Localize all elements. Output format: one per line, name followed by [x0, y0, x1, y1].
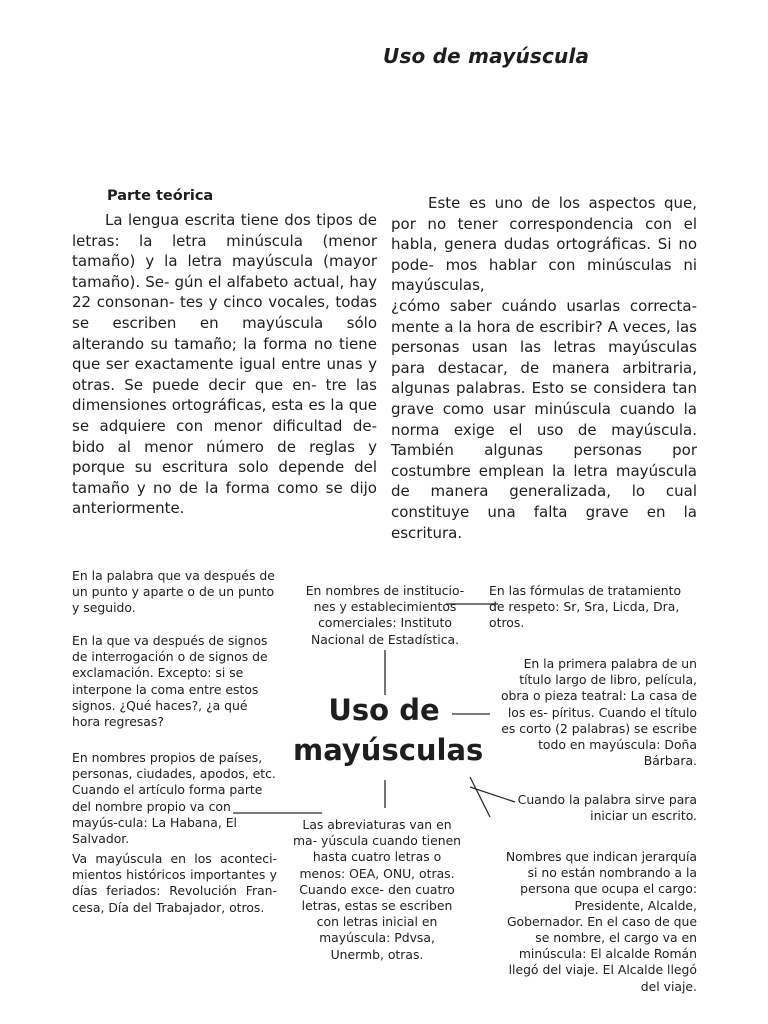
right-column-paragraph-2: ¿cómo saber cuándo usarlas correcta- mente a la hora de escribir? A veces, las personas usan las letras mayúsculas para destacar, de manera arbitraria, algunas palabras. Esto se considera tan grave como usar minúscula cuando la norma exige el uso de mayúscula. También algunas personas por costumbre emplean la letra mayúscula de manera generalizada, lo cual constituye una falta grave en la escritura.: [391, 296, 697, 542]
map-left-item-3-text: En nombres propios de países, personas, ciudades, apodos, etc. Cuando el artículo forma parte del nombre propio va con: [72, 750, 276, 814]
map-right-item-3: Nombres que indican jerarquía si no están nombrando a la persona que ocupa el cargo: Presidente, Alcalde, Gobernador. En el caso de que se nombre, el cargo va en minúscula: El alcalde Román llegó del viaje. El Alcalde llegó del viaje.: [505, 849, 697, 994]
left-column-paragraph: La lengua escrita tiene dos tipos de letras: la letra minúscula (menor tamaño) y la letra mayúscula (mayor tamaño). Se- gún el alfabeto actual, hay 22 consonan- tes y cinco vocales, todas se escriben en mayúscula sólo alterando su tamaño; la forma no tiene que ser exactamente igual entre unas y otras. Se puede decir que en- tre las dimensiones ortográficas, esta es la que se adquiere con menor dificultad de- bido al menor número de reglas y porque su escritura solo depende del tamaño y no de la forma como se dijo anteriormente.: [72, 211, 377, 518]
map-left-item-3-underlined: mayús-: [72, 814, 118, 830]
concept-map-center-title: [293, 690, 484, 770]
map-left-item-1: En la palabra que va después de un punto y aparte o de un punto y seguido.: [72, 568, 275, 616]
map-right-item-1: En la primera palabra de un título largo de libro, película, obra o pieza teatral: La casa de los es- píritus. Cuando el título es corto (2 palabras) se escribe todo en mayúscula: Doña Bárbara.: [500, 656, 697, 769]
map-top-center-item: En nombres de institucio- nes y establecimientos comerciales: Instituto Nacional de Estadística.: [305, 583, 465, 647]
map-left-item-3: [72, 750, 277, 847]
map-bottom-center-item: Las abreviaturas van en ma- yúscula cuando tienen hasta cuatro letras o menos: OEA, ONU, otras. Cuando exce- den cuatro letras, estas se escriben con letras inicial en mayúscula: Pdvsa, Unermb, otras.: [292, 817, 462, 962]
map-left-item-4: Va mayúscula en los aconteci- mientos históricos importantes y días feriados: Revolución Fran- cesa, Día del Trabajador, otros.: [72, 851, 277, 915]
page-title: Uso de mayúscula: [383, 44, 590, 68]
center-title-line-1: Uso de: [328, 693, 440, 727]
center-title-line-2: mayúsculas: [293, 733, 484, 767]
right-column-paragraph-1: Este es uno de los aspectos que, por no tener correspondencia con el habla, genera dudas ortográficas. Si no pode- mos hablar con minúsculas ni mayúsculas,: [391, 194, 697, 295]
section-heading: Parte teórica: [107, 188, 214, 204]
connector-diagonal-line-1: [470, 777, 490, 817]
map-right-item-2: Cuando la palabra sirve para iniciar un escrito.: [517, 792, 697, 824]
map-left-item-2: En la que va después de signos de interrogación o de signos de exclamación. Excepto: si se interpone la coma entre estos signos. ¿Qué haces?, ¿a qué hora regresas?: [72, 633, 268, 730]
map-left-item-3-end: cula: La Habana, El Salvador.: [72, 814, 237, 847]
map-top-right-item: En las fórmulas de tratamiento de respeto: Sr, Sra, Licda, Dra, otros.: [489, 583, 682, 631]
